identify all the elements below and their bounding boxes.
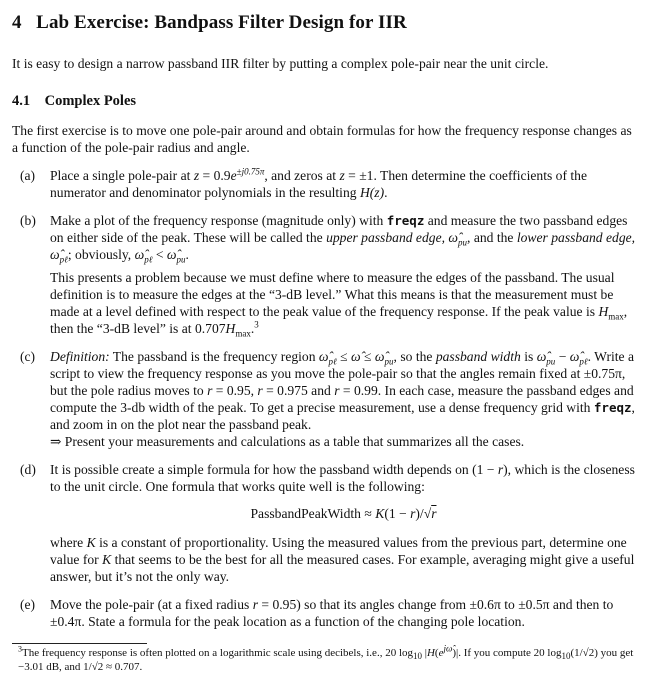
- term-definition: Definition:: [50, 349, 110, 364]
- text: where: [50, 535, 87, 550]
- math-var: z: [339, 168, 345, 183]
- text: Make a plot of the frequency response (magnitude only) with: [50, 213, 387, 228]
- text: , and zeros at: [264, 168, 340, 183]
- subscript: pℓ: [328, 356, 337, 367]
- math-var: r: [252, 597, 258, 612]
- math-var: r: [431, 506, 437, 521]
- text: , and the: [467, 230, 517, 245]
- text: The passband is the frequency region: [109, 349, 319, 364]
- equation: [50, 505, 637, 522]
- math-var: H: [598, 304, 609, 319]
- math-var: ω̂: [569, 349, 580, 364]
- subscript: pu: [176, 254, 186, 265]
- text: = 0.975 and: [262, 383, 335, 398]
- text: is a constant of proportionality. Using the measured values from the previous part, determine one value for: [50, 535, 627, 567]
- text: = 0.95,: [212, 383, 258, 398]
- text: is: [520, 349, 537, 364]
- subscript: 10: [413, 651, 422, 662]
- text: = 0.95) so that its angles change from ±0.6π to ±0.5π and then to ±0.4π. State a formula for the peak location as a function of the changing pole location.: [50, 597, 614, 629]
- list-item-e: [12, 596, 637, 630]
- subsection-heading: [12, 93, 637, 110]
- math-var: ω̂: [166, 247, 177, 262]
- text: that seems to be the best for all the measured cases. For example, averaging might give a useful answer, but it’s not the only way.: [50, 552, 635, 584]
- math-var: ω̂: [351, 349, 361, 364]
- subscript: pu: [546, 356, 556, 367]
- text: = 0.99. In each case, measure the passband edges and compute the 3-db width of the peak. To get a precise measurement, use a dense frequency grid with: [50, 383, 634, 415]
- text: (: [434, 647, 439, 659]
- math-var: H(z): [359, 185, 385, 200]
- sqrt-sign: √: [423, 506, 432, 521]
- subsection-number: 4.1: [12, 93, 31, 109]
- text: ≈: [360, 506, 376, 521]
- code-freqz: freqz: [593, 400, 632, 415]
- math-var: ω̂: [374, 349, 385, 364]
- math-var: ω̂: [448, 230, 459, 245]
- text: Move the pole-pair (at a fixed radius: [50, 597, 253, 612]
- subscript: pℓ: [59, 254, 68, 265]
- present-line: [50, 433, 637, 450]
- item-label: (a): [20, 168, 36, 183]
- text: ≤: [360, 349, 375, 364]
- math-var: H: [426, 647, 435, 659]
- term-lower-edge: lower passband edge,: [516, 230, 636, 245]
- text: ; obviously,: [67, 247, 135, 262]
- exercise-list: [12, 167, 637, 630]
- text: (1/√2) you get −3.01 dB, and 1/√2 ≈ 0.707.: [18, 647, 634, 673]
- text: )/: [415, 506, 424, 521]
- paragraph: [50, 269, 637, 337]
- math-var: r: [497, 462, 504, 477]
- text: )|. If you compute 20 log: [452, 647, 562, 659]
- subscript: pℓ: [144, 254, 153, 265]
- footnote-ref[interactable]: 3: [254, 319, 259, 330]
- list-item-a: [12, 167, 637, 201]
- text: The frequency response is often plotted on a logarithmic scale using decibels, i.e., 20 log: [22, 647, 413, 659]
- math-var: r: [257, 383, 263, 398]
- math-var: z: [193, 168, 200, 183]
- math-var: ω̂: [536, 349, 547, 364]
- footnote: [12, 643, 637, 674]
- section-title: Lab Exercise: Bandpass Filter Design for IIR: [36, 12, 407, 33]
- math-var: e: [438, 647, 444, 659]
- item-label: (b): [20, 213, 36, 228]
- text: −: [555, 349, 570, 364]
- subscript: 10: [561, 651, 571, 662]
- math-var: r: [334, 383, 340, 398]
- text: ), which is the closeness to the unit circle. One formula that works quite well is the following:: [50, 462, 635, 494]
- section-heading: [12, 12, 637, 34]
- text: .: [250, 321, 255, 336]
- math-var: ω̂: [50, 247, 60, 262]
- subscript: max: [608, 311, 624, 322]
- arrow-icon: ⇒: [50, 434, 62, 449]
- section-number: 4: [12, 12, 22, 33]
- document-page: [12, 6, 637, 674]
- math-var: ω̂: [318, 349, 329, 364]
- math-var: K: [375, 506, 385, 521]
- math-var: r: [207, 383, 213, 398]
- subscript: pu: [384, 356, 394, 367]
- text: (1 −: [384, 506, 411, 521]
- text: <: [152, 247, 167, 262]
- text: , so the: [393, 349, 436, 364]
- footnote-number: 3: [18, 644, 22, 654]
- item-label: (e): [20, 597, 36, 612]
- first-paragraph: The first exercise is to move one pole-pair around and obtain formulas for how the frequency response changes as a function of the pole-pair radius and angle.: [12, 123, 632, 155]
- item-label: (d): [20, 462, 36, 477]
- text: .: [185, 247, 189, 262]
- subscript: max: [235, 328, 251, 339]
- math-var: ω̂: [134, 247, 145, 262]
- text: and measure the two passband edges on either side of the peak. These will be called the: [50, 213, 628, 245]
- text: , and zoom in on the plot near the passband peak.: [50, 400, 635, 432]
- exponent: ±j0.75π: [236, 166, 265, 177]
- math-var: K: [102, 552, 112, 567]
- list-item-d: [12, 461, 637, 585]
- paragraph: [50, 212, 637, 263]
- exponent: jω̂: [443, 643, 453, 654]
- text: .: [384, 185, 388, 200]
- text: |: [422, 647, 427, 659]
- math-var: K: [86, 535, 96, 550]
- subscript: pℓ: [579, 356, 588, 367]
- text: = ±1. Then determine the coefficients of the numerator and denominator polynomials in the resulting: [50, 168, 587, 200]
- footnote-rule: [12, 643, 147, 644]
- paragraph: [50, 534, 637, 585]
- text: = 0.9: [199, 168, 231, 183]
- list-item-b: [12, 212, 637, 337]
- text: Place a single pole-pair at: [50, 168, 194, 183]
- math-var: H: [225, 321, 236, 336]
- text: It is possible create a simple formula for how the passband width depends on (1 −: [50, 462, 498, 477]
- text: Present your measurements and calculations as a table that summarizes all the cases.: [61, 434, 525, 449]
- text: ≤: [336, 349, 352, 364]
- code-freqz: freqz: [386, 213, 425, 228]
- text: . Write a script to view the frequency response as you move the pole-pair so that the angles remain fixed at ±0.75π, but the pole radius moves to: [50, 349, 635, 398]
- text: , then the “3-dB level” is at 0.707: [50, 304, 628, 336]
- intro-text: It is easy to design a narrow passband IIR filter by putting a complex pole-pair near the unit circle.: [12, 56, 549, 71]
- term-upper-edge: upper passband edge,: [326, 230, 449, 245]
- math-var: e: [230, 168, 237, 183]
- term-passband-width: passband width: [435, 349, 521, 364]
- math-var: r: [410, 506, 416, 521]
- item-label: (c): [20, 349, 36, 364]
- text: This presents a problem because we must define where to measure the edges of the passband. The usual definition is to measure the edges at the “3-dB level.” What this means is that the measurement must be made at a level defined with respect to the peak value of the frequency response. If the peak value is: [50, 270, 615, 319]
- subsection-title: Complex Poles: [44, 93, 137, 109]
- eq-name: PassbandPeakWidth: [250, 506, 361, 521]
- subscript: pu: [458, 237, 468, 248]
- list-item-c: [12, 348, 637, 450]
